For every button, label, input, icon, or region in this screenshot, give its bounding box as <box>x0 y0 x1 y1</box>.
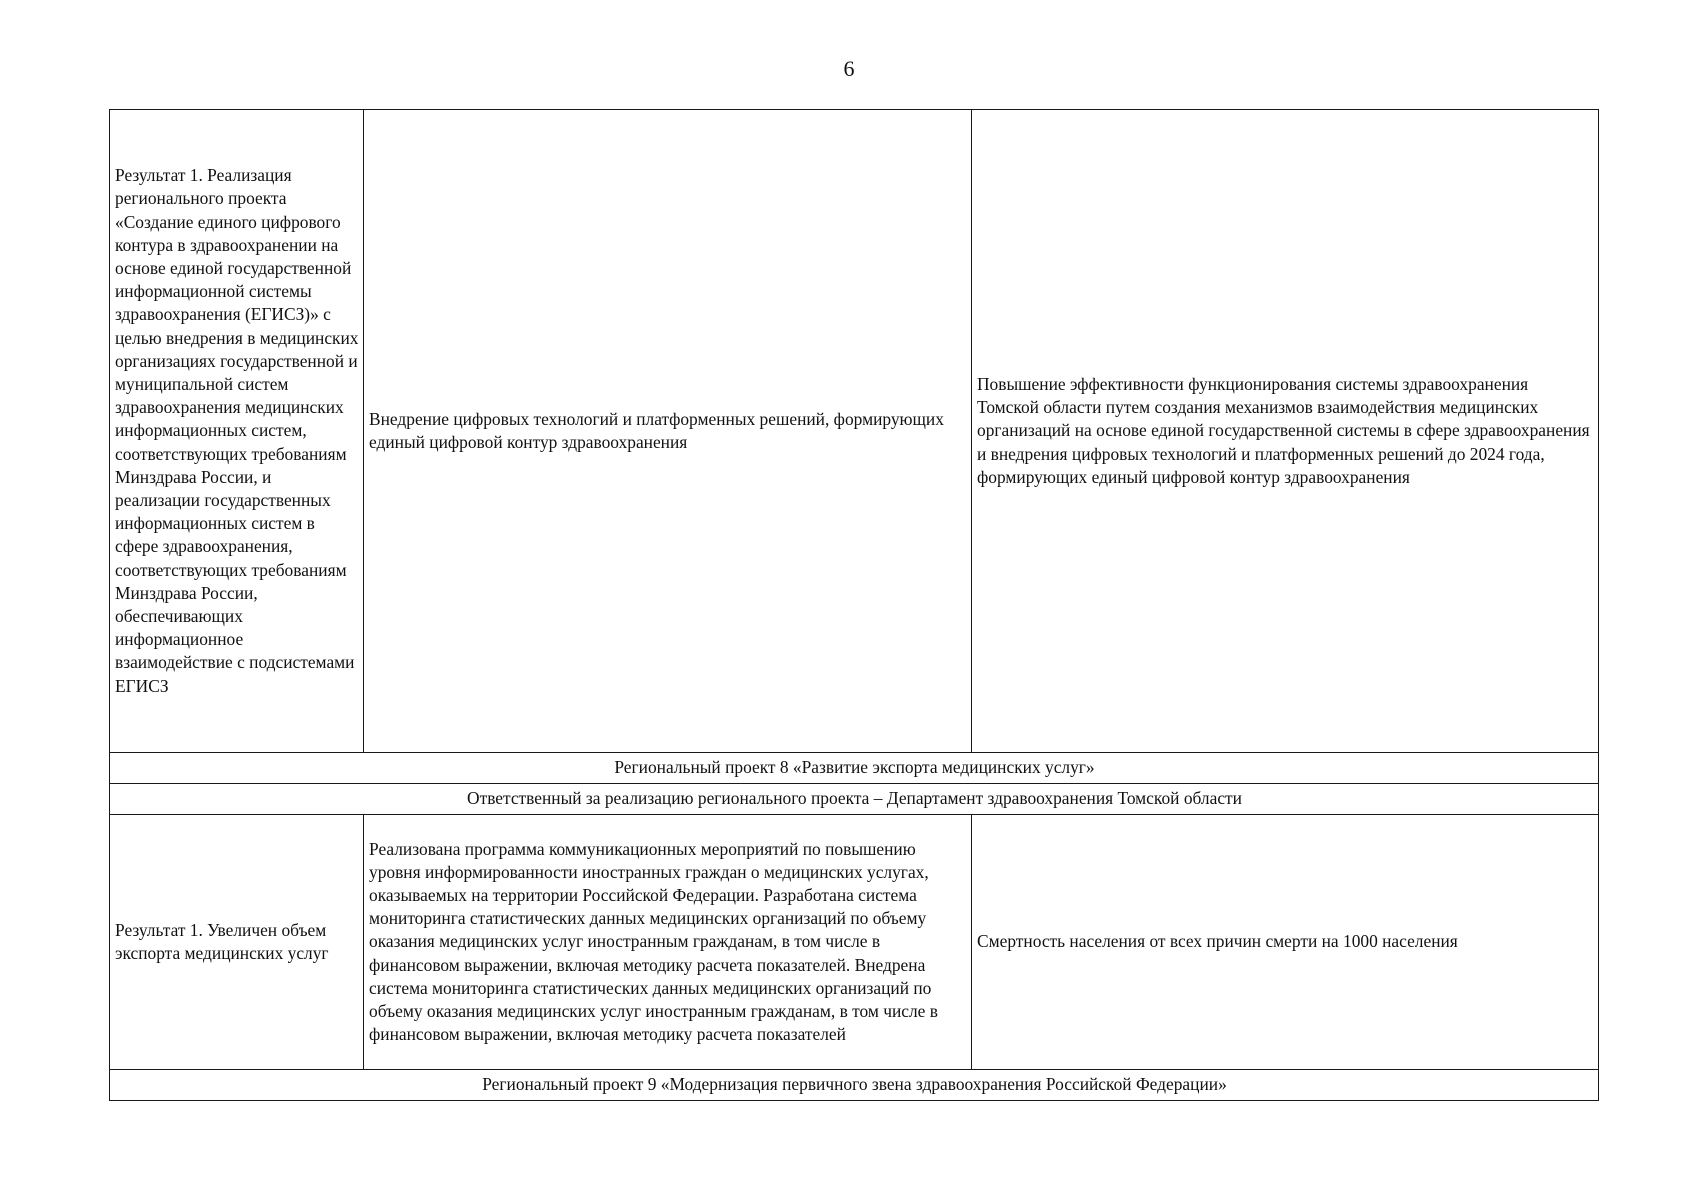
description-cell <box>364 110 972 753</box>
results-table <box>109 109 1599 1101</box>
section-row <box>110 784 1599 815</box>
result-text: Результат 1. Реализация регионального проекта «Создание единого цифрового контура в здравоохранении на основе единой государственной информационной системы здравоохранения (ЕГИСЗ)» с целью внедрения в медицинских организациях государственной и муниципальной систем здравоохранения медицинских информационных систем, соответствующих требованиям Минздрава России, и реализации государственных информационных систем в сфере здравоохранения, соответствующих требованиям Минздрава России, обеспечивающих информационное взаимодействие с подсистемами ЕГИСЗ <box>115 165 359 696</box>
table-row <box>110 815 1599 1070</box>
result-text: Результат 1. Увеличен объем экспорта медицинских услуг <box>115 919 329 963</box>
section-row <box>110 753 1599 784</box>
indicator-cell <box>972 815 1599 1070</box>
indicator-text: Повышение эффективности функционирования системы здравоохранения Томской области путем создания механизмов взаимодействия медицинских организаций на основе единой государственной системы в сфере здравоохранения и внедрения цифровых технологий и платформенных решений до 2024 года, формирующих единый цифровой контур здравоохранения <box>977 373 1590 487</box>
section-row <box>110 1070 1599 1101</box>
page-number: 6 <box>843 56 855 81</box>
project-8-responsible: Ответственный за реализацию регионального проекта – Департамент здравоохранения Томской области <box>110 784 1599 815</box>
indicator-cell <box>972 110 1599 753</box>
table-row <box>110 110 1599 753</box>
result-cell <box>110 110 364 753</box>
project-9-title: Региональный проект 9 «Модернизация первичного звена здравоохранения Российской Федерации» <box>110 1070 1599 1101</box>
result-cell <box>110 815 364 1070</box>
project-8-title: Региональный проект 8 «Развитие экспорта медицинских услуг» <box>110 753 1599 784</box>
indicator-text: Смертность населения от всех причин смерти на 1000 населения <box>977 931 1458 952</box>
description-text: Реализована программа коммуникационных мероприятий по повышению уровня информированности иностранных граждан о медицинских услугах, оказываемых на территории Российской Федерации. Разработана система мониторинга статистических данных медицинских организаций по объему оказания медицинских услуг иностранным гражданам, в том числе в финансовом выражении, включая методику расчета показателей. Внедрена система мониторинга статистических данных медицинских организаций по объему оказания медицинских услуг иностранным гражданам, в том числе в финансовом выражении, включая методику расчета показателей <box>369 838 938 1045</box>
description-text: Внедрение цифровых технологий и платформенных решений, формирующих единый цифровой контур здравоохранения <box>369 408 944 452</box>
description-cell <box>364 815 972 1070</box>
